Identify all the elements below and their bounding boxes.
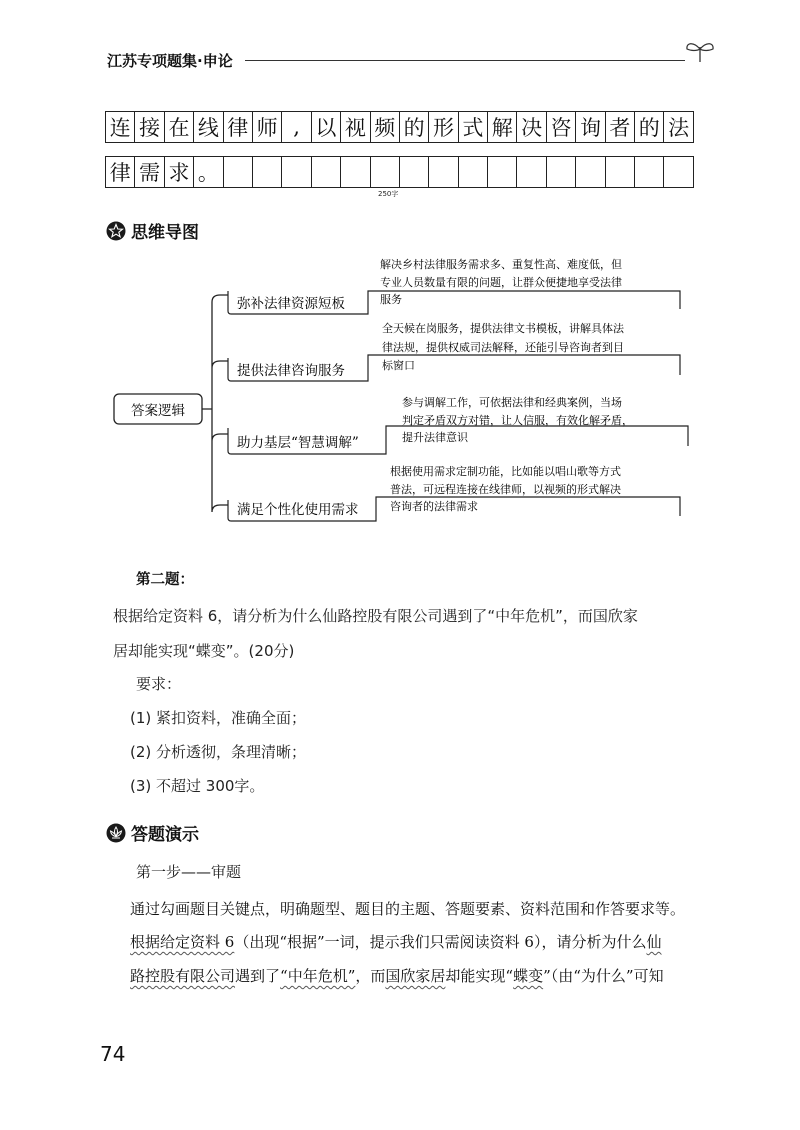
answer-grid-row-1 <box>105 111 694 143</box>
grid-cell <box>252 157 281 188</box>
branch-label: 助力基层“智慧调解” <box>237 435 359 451</box>
branch-detail-line: 专业人员数量有限的问题，让群众便捷地享受法律 <box>380 276 622 289</box>
mindmap-heading-text: 思维导图 <box>131 223 199 243</box>
grid-cell: 在 <box>164 112 193 143</box>
branch-detail-line: 全天候在岗服务，提供法律文书模板，讲解具体法 <box>382 322 624 335</box>
grid-cell <box>488 157 517 188</box>
highlight: “中年危机” <box>280 967 356 985</box>
branch-detail-line: 参与调解工作，可依据法律和经典案例，当场 <box>402 396 622 409</box>
text-run: 遇到了 <box>235 967 281 985</box>
lotus-badge-icon <box>106 823 126 843</box>
branch-detail-line: 服务 <box>380 293 402 306</box>
grid-cell <box>429 157 458 188</box>
grid-cell <box>576 157 605 188</box>
page-number: 74 <box>100 1042 126 1066</box>
sprout-icon <box>683 38 717 64</box>
grid-cell: 决 <box>517 112 546 143</box>
grid-cell: 。 <box>194 157 223 188</box>
branch-detail-line: 普法，可远程连接在线律师，以视频的形式解决 <box>390 483 621 496</box>
demo-paragraph <box>130 965 664 986</box>
book-title: 江苏专项题集·申论 <box>107 52 233 70</box>
text-run: （出现“根据”一词，提示我们只需阅读资料 6），请分析为什么 <box>234 933 647 951</box>
demo-paragraph <box>130 931 661 952</box>
grid-cell <box>311 157 340 188</box>
grid-cell: 师 <box>252 112 281 143</box>
grid-cell: , <box>282 112 311 143</box>
question-prompt-line: 根据给定资料 6，请分析为什么仙路控股有限公司遇到了“中年危机”，而国欣家 <box>113 607 638 625</box>
question-prompt <box>113 599 718 669</box>
mindmap-root: 答案逻辑 <box>131 403 185 419</box>
branch-label: 满足个性化使用需求 <box>237 502 359 518</box>
grid-cell: 解 <box>488 112 517 143</box>
grid-cell <box>370 157 399 188</box>
highlight: 路控股有限公司 <box>130 967 236 985</box>
mindmap <box>100 248 700 548</box>
branch-detail-line: 解决乡村法律服务需求多、重复性高、难度低，但 <box>380 258 622 271</box>
text-run: ，而 <box>355 967 386 985</box>
requirement-item: (3) 不超过 300字。 <box>130 777 265 795</box>
grid-cell <box>399 157 428 188</box>
step-title: 第一步——审题 <box>136 863 242 881</box>
highlight: 蝶变 <box>513 967 544 985</box>
grid-cell: 视 <box>341 112 370 143</box>
demo-paragraph: 通过勾画题目关键点，明确题型、题目的主题、答题要素、资料范围和作答要求等。 <box>130 900 686 918</box>
question-title: 第二题： <box>136 572 194 588</box>
grid-cell: 咨 <box>546 112 575 143</box>
grid-cell: 律 <box>223 112 252 143</box>
question-prompt-line: 居却能实现“蝶变”。(20分) <box>113 642 295 660</box>
grid-cell: 询 <box>576 112 605 143</box>
grid-cell: 式 <box>458 112 487 143</box>
grid-cell: 者 <box>605 112 634 143</box>
demo-heading <box>106 820 199 845</box>
grid-cell <box>223 157 252 188</box>
answer-grid-row-2 <box>105 156 694 188</box>
grid-cell: 接 <box>135 112 164 143</box>
highlight: 仙 <box>646 933 662 951</box>
branch-detail-line: 判定矛盾双方对错，让人信服，有效化解矛盾， <box>402 414 633 427</box>
grid-cell: 的 <box>635 112 664 143</box>
grid-cell <box>546 157 575 188</box>
grid-cell: 的 <box>399 112 428 143</box>
grid-cell <box>458 157 487 188</box>
grid-cell <box>341 157 370 188</box>
header-rule <box>245 60 685 61</box>
grid-cell: 连 <box>106 112 135 143</box>
branch-detail-line: 律法规，提供权威司法解释，还能引导咨询者到目 <box>382 341 624 354</box>
grid-cell <box>635 157 664 188</box>
grid-cell: 线 <box>194 112 223 143</box>
grid-cell: 律 <box>106 157 135 188</box>
grid-cell <box>282 157 311 188</box>
text-run: 却能实现“ <box>445 967 514 985</box>
branch-label: 弥补法律资源短板 <box>237 296 345 312</box>
requirement-item: (1) 紧扣资料，准确全面； <box>130 709 307 727</box>
branch-detail-line: 标窗口 <box>382 359 415 372</box>
highlight: 根据给定资料 6 <box>130 933 235 951</box>
requirement-item: (2) 分析透彻，条理清晰； <box>130 743 307 761</box>
branch-label: 提供法律咨询服务 <box>237 363 345 379</box>
branch-detail-line: 根据使用需求定制功能，比如能以唱山歌等方式 <box>390 465 621 478</box>
grid-cell: 形 <box>429 112 458 143</box>
highlight: 国欣家居 <box>385 967 446 985</box>
grid-cell <box>664 157 693 188</box>
grid-cell: 频 <box>370 112 399 143</box>
grid-cell: 求 <box>164 157 193 188</box>
star-badge-icon <box>106 221 126 241</box>
demo-heading-text: 答题演示 <box>131 825 199 845</box>
grid-cell: 需 <box>135 157 164 188</box>
requirement-label: 要求： <box>136 675 182 693</box>
mindmap-heading <box>106 218 199 243</box>
text-run: ”（由“为什么”可知 <box>543 967 664 985</box>
grid-cell <box>605 157 634 188</box>
grid-cell: 法 <box>664 112 693 143</box>
branch-detail-line: 咨询者的法律需求 <box>390 500 478 513</box>
grid-cell <box>517 157 546 188</box>
branch-detail-line: 提升法律意识 <box>402 431 468 444</box>
grid-cell: 以 <box>311 112 340 143</box>
word-count-marker: 250字 <box>378 190 399 198</box>
